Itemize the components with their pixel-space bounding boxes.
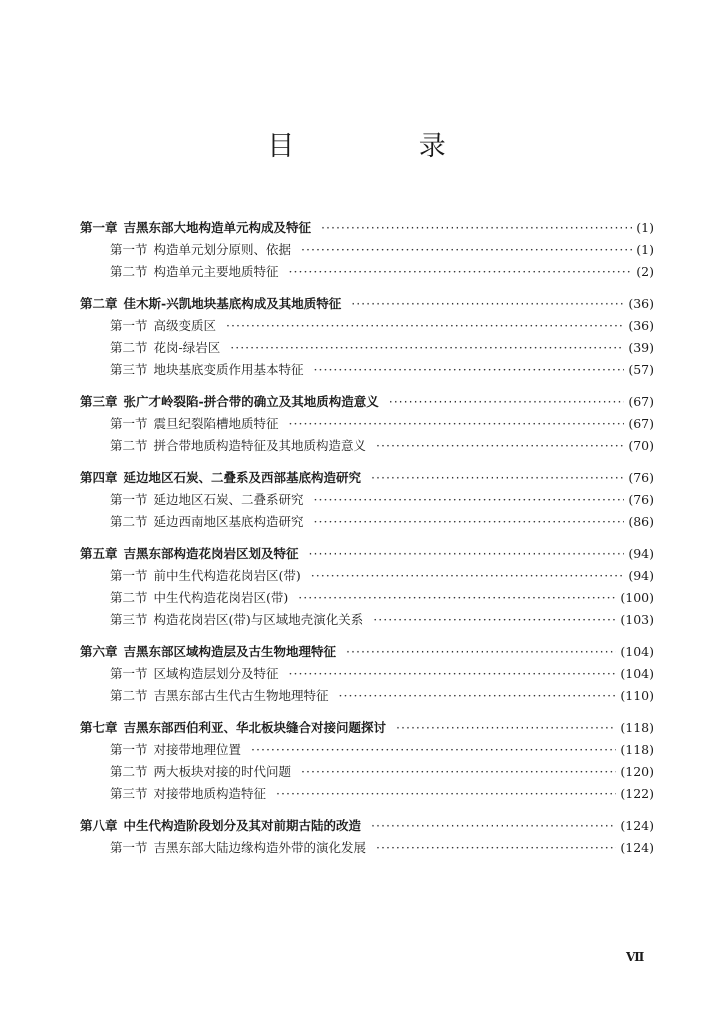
section-page-number: (70) — [628, 438, 654, 453]
leader-dots — [376, 837, 616, 859]
section-label — [110, 761, 291, 783]
toc-section-row[interactable] — [80, 261, 654, 283]
page-title: 目 录 — [267, 131, 504, 162]
leader-dots — [298, 587, 616, 609]
toc-chapter-row[interactable] — [80, 391, 654, 413]
toc-section-row[interactable] — [80, 685, 654, 707]
chapter-label — [80, 543, 299, 565]
toc-chapter-row[interactable] — [80, 217, 654, 239]
toc-chapter-row[interactable] — [80, 717, 654, 739]
table-of-contents — [80, 217, 654, 869]
chapter-number: 第二章 — [80, 296, 118, 311]
section-number: 第二节 — [110, 514, 148, 529]
section-number: 第一节 — [110, 666, 148, 681]
section-page-number: (104) — [620, 666, 654, 681]
section-number: 第一节 — [110, 840, 148, 855]
toc-section-row[interactable] — [80, 359, 654, 381]
section-page-number: (103) — [620, 612, 654, 627]
toc-section-row[interactable] — [80, 489, 654, 511]
section-title: 延边地区石炭、二叠系研究 — [153, 492, 304, 507]
leader-dots — [276, 783, 616, 805]
section-page-number: (122) — [620, 786, 654, 801]
leader-dots — [289, 663, 617, 685]
leader-dots — [289, 413, 625, 435]
toc-chapter-row[interactable] — [80, 293, 654, 315]
section-page-number: (76) — [628, 492, 654, 507]
leader-dots — [376, 435, 624, 457]
leader-dots — [351, 293, 624, 315]
toc-chapter-row[interactable] — [80, 467, 654, 489]
chapter-label — [80, 815, 361, 837]
section-page-number: (1) — [636, 242, 654, 257]
section-title: 花岗-绿岩区 — [153, 340, 221, 355]
chapter-label — [80, 217, 311, 239]
toc-section-row[interactable] — [80, 337, 654, 359]
toc-section-row[interactable] — [80, 239, 654, 261]
leader-dots — [314, 511, 625, 533]
leader-dots — [396, 717, 616, 739]
section-title: 两大板块对接的时代问题 — [153, 764, 292, 779]
section-page-number: (57) — [628, 362, 654, 377]
section-number: 第二节 — [110, 340, 148, 355]
toc-section-row[interactable] — [80, 315, 654, 337]
section-title: 地块基底变质作用基本特征 — [153, 362, 304, 377]
leader-dots — [314, 489, 625, 511]
chapter-title: 佳木斯-兴凯地块基底构成及其地质特征 — [123, 296, 342, 311]
leader-dots — [301, 239, 632, 261]
section-number: 第一节 — [110, 242, 148, 257]
section-number: 第一节 — [110, 416, 148, 431]
chapter-label — [80, 293, 341, 315]
chapter-number: 第四章 — [80, 470, 118, 485]
section-title: 对接带地质构造特征 — [153, 786, 267, 801]
chapter-page-number: (124) — [620, 818, 654, 833]
section-label — [110, 261, 279, 283]
section-page-number: (124) — [620, 840, 654, 855]
leader-dots — [251, 739, 616, 761]
chapter-title: 延边地区石炭、二叠系及西部基底构造研究 — [123, 470, 362, 485]
chapter-page-number: (94) — [628, 546, 654, 561]
section-label — [110, 489, 304, 511]
toc-section-row[interactable] — [80, 761, 654, 783]
section-label — [110, 587, 288, 609]
toc-chapter — [80, 293, 654, 381]
section-label — [110, 315, 216, 337]
leader-dots — [346, 641, 616, 663]
section-number: 第二节 — [110, 688, 148, 703]
section-number: 第一节 — [110, 568, 148, 583]
toc-section-row[interactable] — [80, 511, 654, 533]
chapter-title: 中生代构造阶段划分及其对前期古陆的改造 — [123, 818, 362, 833]
section-label — [110, 685, 329, 707]
toc-chapter — [80, 717, 654, 805]
section-label — [110, 609, 363, 631]
chapter-label — [80, 717, 386, 739]
toc-chapter — [80, 815, 654, 859]
leader-dots — [373, 609, 616, 631]
section-label — [110, 413, 279, 435]
chapter-page-number: (36) — [628, 296, 654, 311]
leader-dots — [321, 217, 632, 239]
section-number: 第一节 — [110, 492, 148, 507]
section-label — [110, 435, 366, 457]
toc-chapter-row[interactable] — [80, 815, 654, 837]
section-number: 第二节 — [110, 590, 148, 605]
leader-dots — [371, 815, 616, 837]
leader-dots — [339, 685, 617, 707]
chapter-number: 第七章 — [80, 720, 118, 735]
section-title: 拼合带地质构造特征及其地质构造意义 — [153, 438, 367, 453]
toc-chapter — [80, 391, 654, 457]
leader-dots — [301, 761, 616, 783]
toc-chapter — [80, 641, 654, 707]
section-title: 中生代构造花岗岩区(带) — [153, 590, 289, 605]
section-label — [110, 359, 304, 381]
section-page-number: (120) — [620, 764, 654, 779]
section-page-number: (118) — [620, 742, 654, 757]
toc-section-row[interactable] — [80, 609, 654, 631]
section-title: 吉黑东部古生代古生物地理特征 — [153, 688, 329, 703]
section-number: 第一节 — [110, 318, 148, 333]
section-page-number: (36) — [628, 318, 654, 333]
chapter-page-number: (1) — [636, 220, 654, 235]
chapter-number: 第一章 — [80, 220, 118, 235]
chapter-number: 第六章 — [80, 644, 118, 659]
section-title: 高级变质区 — [153, 318, 217, 333]
leader-dots — [230, 337, 624, 359]
leader-dots — [289, 261, 633, 283]
toc-section-row[interactable] — [80, 837, 654, 859]
section-label — [110, 565, 301, 587]
section-number: 第二节 — [110, 264, 148, 279]
toc-chapter — [80, 543, 654, 631]
section-title: 震旦纪裂陷槽地质特征 — [153, 416, 279, 431]
leader-dots — [226, 315, 624, 337]
leader-dots — [389, 391, 625, 413]
section-number: 第三节 — [110, 612, 148, 627]
section-page-number: (2) — [636, 264, 654, 279]
chapter-title: 吉黑东部区域构造层及古生物地理特征 — [123, 644, 337, 659]
section-label — [110, 739, 241, 761]
section-label — [110, 837, 366, 859]
section-page-number: (100) — [620, 590, 654, 605]
section-page-number: (94) — [628, 568, 654, 583]
chapter-title: 吉黑东部西伯利亚、华北板块缝合对接问题探讨 — [123, 720, 387, 735]
chapter-page-number: (118) — [620, 720, 654, 735]
section-title: 前中生代构造花岗岩区(带) — [153, 568, 301, 583]
toc-section-row[interactable] — [80, 783, 654, 805]
section-label — [110, 783, 266, 805]
toc-section-row[interactable] — [80, 435, 654, 457]
section-number: 第二节 — [110, 438, 148, 453]
section-label — [110, 663, 279, 685]
chapter-number: 第三章 — [80, 394, 118, 409]
chapter-number: 第五章 — [80, 546, 118, 561]
chapter-label — [80, 391, 379, 413]
chapter-page-number: (104) — [620, 644, 654, 659]
section-number: 第二节 — [110, 764, 148, 779]
leader-dots — [309, 543, 625, 565]
toc-section-row[interactable] — [80, 565, 654, 587]
chapter-label — [80, 467, 361, 489]
leader-dots — [314, 359, 625, 381]
toc-chapter — [80, 467, 654, 533]
chapter-page-number: (76) — [628, 470, 654, 485]
section-page-number: (110) — [620, 688, 654, 703]
leader-dots — [371, 467, 624, 489]
section-title: 延边西南地区基底构造研究 — [153, 514, 304, 529]
section-title: 构造单元主要地质特征 — [153, 264, 279, 279]
leader-dots — [311, 565, 625, 587]
section-page-number: (39) — [628, 340, 654, 355]
page-folio: Ⅶ — [626, 950, 645, 964]
toc-chapter-row[interactable] — [80, 641, 654, 663]
chapter-page-number: (67) — [628, 394, 654, 409]
toc-section-row[interactable] — [80, 663, 654, 685]
toc-section-row[interactable] — [80, 413, 654, 435]
section-title: 对接带地理位置 — [153, 742, 242, 757]
section-page-number: (67) — [628, 416, 654, 431]
toc-section-row[interactable] — [80, 739, 654, 761]
section-label — [110, 239, 291, 261]
chapter-title: 吉黑东部构造花岗岩区划及特征 — [123, 546, 299, 561]
section-number: 第三节 — [110, 786, 148, 801]
section-title: 构造单元划分原则、依据 — [153, 242, 292, 257]
section-title: 吉黑东部大陆边缘构造外带的演化发展 — [153, 840, 367, 855]
toc-chapter-row[interactable] — [80, 543, 654, 565]
section-number: 第一节 — [110, 742, 148, 757]
section-number: 第三节 — [110, 362, 148, 377]
chapter-title: 张广才岭裂陷-拼合带的确立及其地质构造意义 — [123, 394, 379, 409]
chapter-number: 第八章 — [80, 818, 118, 833]
toc-chapter — [80, 217, 654, 283]
section-title: 区域构造层划分及特征 — [153, 666, 279, 681]
chapter-title: 吉黑东部大地构造单元构成及特征 — [123, 220, 312, 235]
section-title: 构造花岗岩区(带)与区域地壳演化关系 — [153, 612, 364, 627]
section-page-number: (86) — [628, 514, 654, 529]
chapter-label — [80, 641, 336, 663]
section-label — [110, 337, 220, 359]
toc-section-row[interactable] — [80, 587, 654, 609]
section-label — [110, 511, 304, 533]
